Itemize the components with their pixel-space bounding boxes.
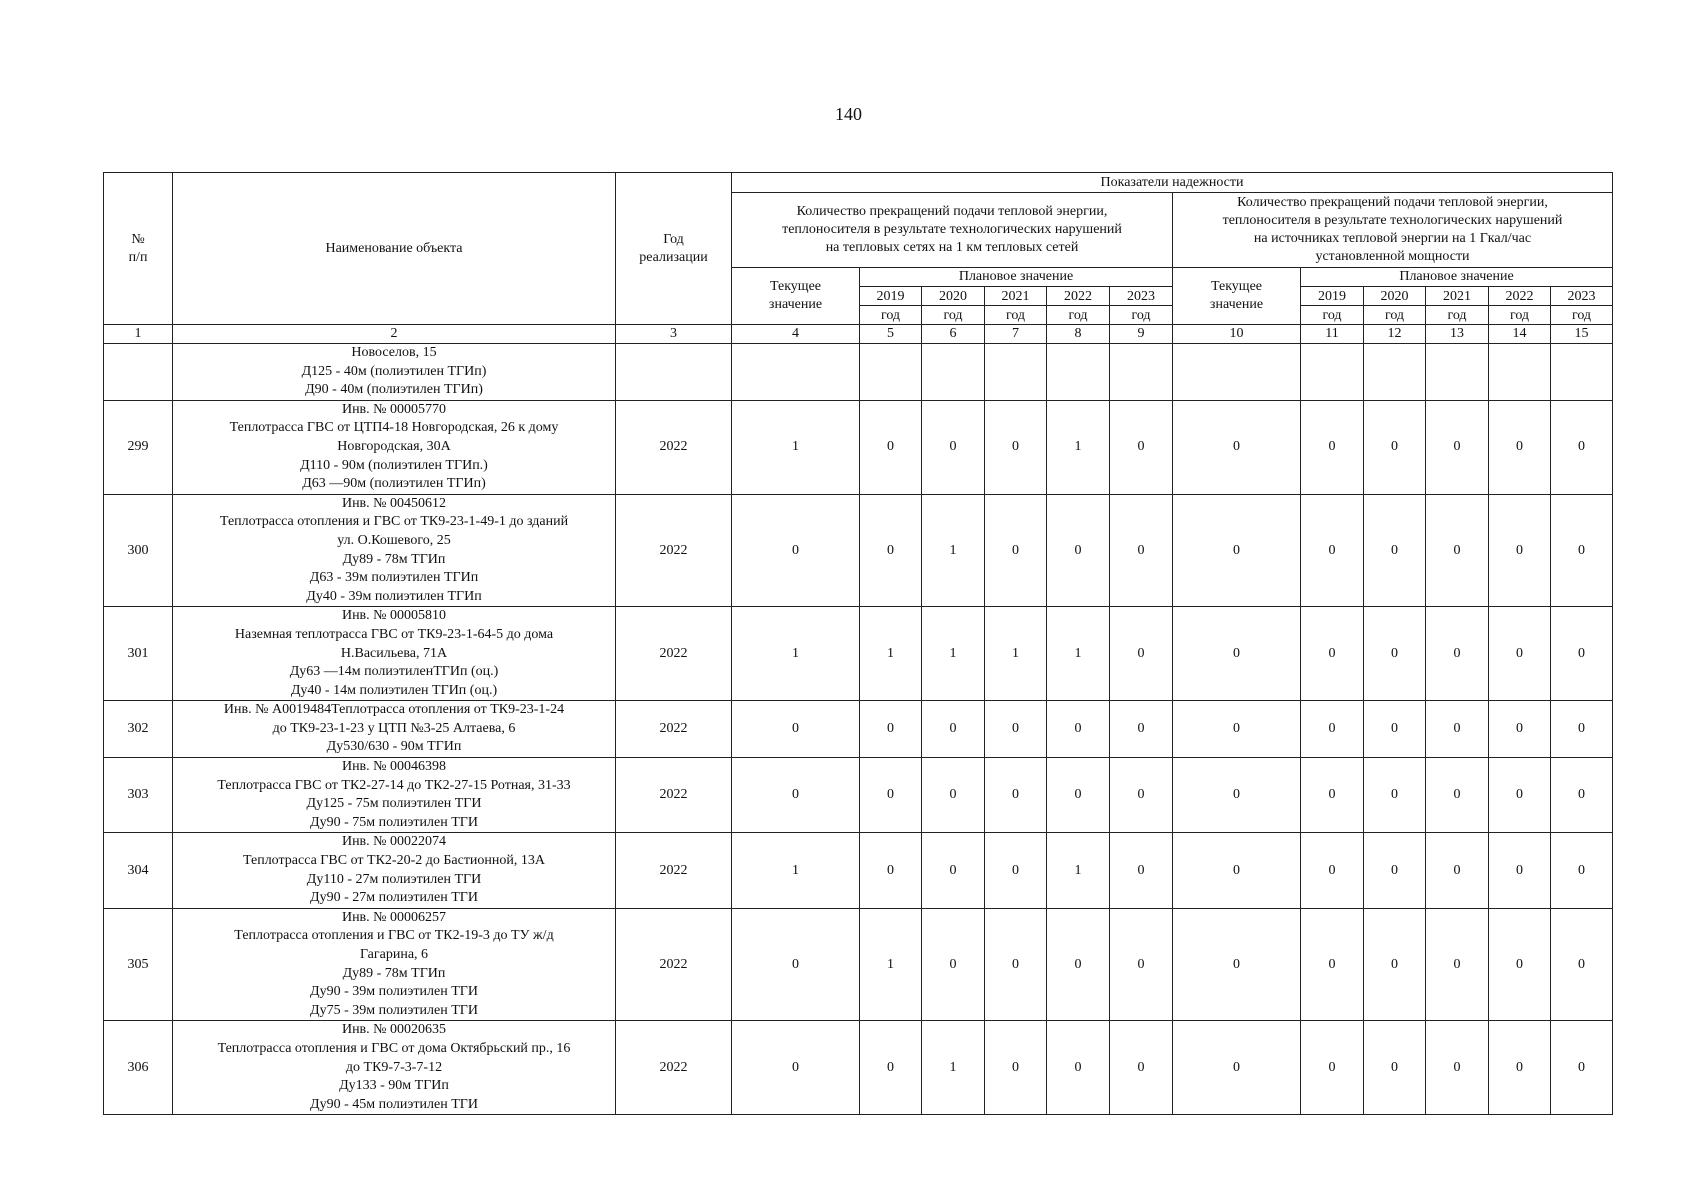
object-name-line: Инв. № 00022074 [341, 834, 447, 850]
indicator-value: 0 [1489, 400, 1551, 494]
indicator-value: 0 [985, 494, 1047, 607]
header-current-line: значение [768, 297, 823, 312]
indicator-value: 0 [1301, 400, 1364, 494]
object-name-line: Д125 - 40м (полиэтилен ТГИп) [301, 363, 487, 379]
reliability-indicators-table [103, 172, 1613, 1115]
indicator-value: 0 [1301, 758, 1364, 833]
indicator-value [1364, 344, 1426, 401]
header-num-line: п/п [128, 249, 148, 265]
indicator-value: 0 [860, 701, 922, 758]
object-name-line: Ду90 - 27м полиэтилен ТГИ [310, 890, 478, 906]
indicator-value: 0 [1489, 607, 1551, 701]
object-name [173, 344, 616, 401]
header-year-2020: 2020 [922, 287, 985, 306]
object-name-line: Теплотрасса отопления и ГВС от дома Октябрьский пр., 16 [217, 1040, 571, 1056]
object-name-line: Н.Васильева, 71А [340, 645, 448, 661]
object-name-line: Инв. № 00020635 [341, 1022, 447, 1038]
header-current-line: Текущее [1210, 279, 1263, 294]
row-number: 300 [104, 494, 173, 607]
implementation-year: 2022 [616, 607, 732, 701]
header-group-line: на тепловых сетях на 1 км тепловых сетей [825, 240, 1079, 255]
indicator-value: 0 [1489, 833, 1551, 908]
header-year-2021: 2021 [985, 287, 1047, 306]
table-row [104, 833, 1613, 908]
object-name [173, 400, 616, 494]
implementation-year: 2022 [616, 1021, 732, 1115]
indicator-value: 1 [1047, 400, 1110, 494]
header-year-2023: 2023 [1551, 287, 1613, 306]
indicator-value: 0 [985, 908, 1047, 1021]
indicator-value: 0 [1110, 400, 1173, 494]
header-year-2019: 2019 [1301, 287, 1364, 306]
object-name-line: Д110 - 90м (полиэтилен ТГИп.) [300, 457, 488, 473]
header-god: год [1551, 306, 1613, 325]
object-name-line: ул. О.Кошевого, 25 [337, 532, 451, 548]
indicator-value: 0 [1301, 701, 1364, 758]
header-year-2022: 2022 [1047, 287, 1110, 306]
header-year [616, 173, 732, 325]
indicator-value: 0 [1489, 494, 1551, 607]
indicator-value: 0 [1551, 494, 1613, 607]
indicator-value: 0 [1173, 908, 1301, 1021]
indicator-value: 0 [1426, 908, 1489, 1021]
header-god: год [1047, 306, 1110, 325]
column-index: 10 [1173, 325, 1301, 344]
indicator-value: 0 [1110, 758, 1173, 833]
indicator-value: 0 [1551, 400, 1613, 494]
indicator-value: 0 [1551, 908, 1613, 1021]
indicator-value: 0 [1426, 701, 1489, 758]
indicator-value: 1 [922, 1021, 985, 1115]
object-name-line: Теплотрасса ГВС от ТК2-27-14 до ТК2-27-15 Ротная, 31-33 [217, 777, 571, 793]
object-name [173, 494, 616, 607]
object-name-line: Ду89 - 78м ТГИп [342, 965, 446, 981]
indicator-value: 0 [1426, 1021, 1489, 1115]
indicator-value: 1 [732, 400, 860, 494]
header-year-2022: 2022 [1489, 287, 1551, 306]
indicator-value: 0 [1364, 908, 1426, 1021]
indicator-value: 0 [1110, 701, 1173, 758]
header-current-line: значение [1209, 297, 1264, 312]
object-name-line: Новгородская, 30А [337, 438, 451, 454]
indicator-value: 0 [860, 400, 922, 494]
indicator-value: 0 [922, 908, 985, 1021]
implementation-year: 2022 [616, 701, 732, 758]
object-name-line: Ду530/630 - 90м ТГИп [326, 739, 462, 755]
page-number: 140 [835, 104, 862, 124]
indicator-value: 0 [1364, 1021, 1426, 1115]
object-name-line: Теплотрасса ГВС от ТК2-20-2 до Бастионной, 13А [242, 853, 546, 869]
header-god: год [1426, 306, 1489, 325]
implementation-year: 2022 [616, 758, 732, 833]
indicator-value [1047, 344, 1110, 401]
column-index: 1 [104, 325, 173, 344]
indicator-value: 0 [1301, 494, 1364, 607]
indicator-value: 0 [1110, 1021, 1173, 1115]
column-index: 11 [1301, 325, 1364, 344]
header-num [104, 173, 173, 325]
indicator-value: 1 [1047, 833, 1110, 908]
row-number: 303 [104, 758, 173, 833]
indicator-value: 0 [1047, 758, 1110, 833]
indicator-value: 0 [1426, 400, 1489, 494]
indicator-value: 0 [1047, 1021, 1110, 1115]
indicator-value: 0 [1551, 833, 1613, 908]
header-num-line: № [131, 231, 145, 247]
indicator-value: 0 [1426, 833, 1489, 908]
column-index: 7 [985, 325, 1047, 344]
header-group-line: Количество прекращений подачи тепловой энергии, [1237, 195, 1548, 210]
object-name [173, 1021, 616, 1115]
object-name-line: Инв. № 00005810 [341, 608, 447, 624]
indicator-value: 0 [985, 833, 1047, 908]
indicator-value: 0 [1110, 607, 1173, 701]
implementation-year: 2022 [616, 833, 732, 908]
header-group-sources [1173, 193, 1613, 268]
row-number: 304 [104, 833, 173, 908]
header-group-line: на источниках тепловой энергии на 1 Гкал/час [1253, 231, 1532, 246]
object-name-line: Д90 - 40м (полиэтилен ТГИп) [305, 382, 483, 398]
indicator-value: 0 [1489, 758, 1551, 833]
indicator-value: 0 [985, 758, 1047, 833]
row-number: 306 [104, 1021, 173, 1115]
indicator-value: 0 [1173, 701, 1301, 758]
table-header [104, 173, 1613, 344]
object-name-line: Инв. № 00006257 [341, 909, 447, 925]
header-group-networks [732, 193, 1173, 268]
indicator-value: 0 [1301, 1021, 1364, 1115]
column-index-row [104, 325, 1613, 344]
header-god: год [922, 306, 985, 325]
header-current-2 [1173, 268, 1301, 325]
header-group-line: Количество прекращений подачи тепловой энергии, [796, 204, 1108, 219]
object-name-line: Ду40 - 39м полиэтилен ТГИп [306, 588, 482, 604]
header-current-1 [732, 268, 860, 325]
column-index: 2 [173, 325, 616, 344]
object-name [173, 833, 616, 908]
indicator-value: 0 [922, 400, 985, 494]
header-year-line: реализации [639, 249, 708, 265]
indicator-value: 0 [1364, 607, 1426, 701]
column-index: 13 [1426, 325, 1489, 344]
row-number: 299 [104, 400, 173, 494]
header-planned-2: Плановое значение [1301, 268, 1613, 287]
indicator-value: 1 [922, 607, 985, 701]
object-name-line: Теплотрасса отопления и ГВС от ТК2-19-3 до ТУ ж/д [234, 928, 554, 944]
header-name: Наименование объекта [173, 173, 616, 325]
table-row [104, 494, 1613, 607]
indicator-value: 0 [732, 908, 860, 1021]
indicator-value [1426, 344, 1489, 401]
column-index: 12 [1364, 325, 1426, 344]
object-name [173, 908, 616, 1021]
indicator-value [1301, 344, 1364, 401]
object-name-line: Д63 —90м (полиэтилен ТГИп) [302, 476, 486, 492]
indicator-value: 0 [985, 701, 1047, 758]
indicator-value: 0 [1110, 908, 1173, 1021]
indicator-value: 0 [1173, 833, 1301, 908]
column-index: 3 [616, 325, 732, 344]
column-index: 6 [922, 325, 985, 344]
object-name-line: Инв. № 00005770 [341, 401, 447, 417]
object-name-line: Ду75 - 39м полиэтилен ТГИ [310, 1002, 478, 1018]
table-row [104, 400, 1613, 494]
object-name [173, 607, 616, 701]
header-god: год [1489, 306, 1551, 325]
object-name-line: Гагарина, 6 [359, 947, 429, 962]
indicator-value [1173, 344, 1301, 401]
indicator-value: 0 [1110, 494, 1173, 607]
indicator-value: 0 [1301, 833, 1364, 908]
header-year-2020: 2020 [1364, 287, 1426, 306]
indicator-value: 1 [985, 607, 1047, 701]
object-name-line: Ду110 - 27м полиэтилен ТГИ [306, 871, 482, 887]
indicator-value: 0 [860, 494, 922, 607]
indicator-value [985, 344, 1047, 401]
indicator-value: 0 [1426, 494, 1489, 607]
indicator-value: 1 [860, 908, 922, 1021]
header-god: год [1301, 306, 1364, 325]
indicator-value: 0 [860, 758, 922, 833]
indicator-value: 0 [1173, 607, 1301, 701]
object-name-line: Новоселов, 15 [351, 345, 437, 360]
indicator-value: 0 [1301, 607, 1364, 701]
indicator-value: 0 [1364, 701, 1426, 758]
header-god: год [985, 306, 1047, 325]
object-name-line: Теплотрасса ГВС от ЦТП4-18 Новгородская, 26 к дому [229, 420, 559, 436]
table-row [104, 758, 1613, 833]
table-row [104, 344, 1613, 401]
indicator-value: 0 [985, 1021, 1047, 1115]
header-god: год [1110, 306, 1173, 325]
indicator-value: 0 [732, 1021, 860, 1115]
indicator-value: 0 [1301, 908, 1364, 1021]
object-name-line: Ду90 - 39м полиэтилен ТГИ [310, 984, 478, 1000]
object-name [173, 758, 616, 833]
indicator-value: 0 [1364, 833, 1426, 908]
object-name-line: Ду40 - 14м полиэтилен ТГИп (оц.) [290, 682, 498, 698]
indicator-value: 0 [1173, 400, 1301, 494]
implementation-year [616, 344, 732, 401]
header-current-line: Текущее [769, 279, 822, 294]
indicator-value [922, 344, 985, 401]
column-index: 4 [732, 325, 860, 344]
object-name-line: Ду63 —14м полиэтиленТГИп (оц.) [289, 664, 499, 680]
table-row [104, 607, 1613, 701]
indicator-value: 1 [732, 833, 860, 908]
row-number: 301 [104, 607, 173, 701]
indicator-value: 0 [860, 1021, 922, 1115]
header-year-line: Год [663, 231, 684, 247]
indicator-value: 0 [732, 494, 860, 607]
column-index: 8 [1047, 325, 1110, 344]
object-name-line: Инв. № 00046398 [341, 759, 447, 775]
header-year-2023: 2023 [1110, 287, 1173, 306]
object-name-line: Ду90 - 75м полиэтилен ТГИ [310, 814, 478, 830]
header-god: год [1364, 306, 1426, 325]
indicator-value: 0 [1173, 1021, 1301, 1115]
indicator-value: 0 [1489, 908, 1551, 1021]
header-year-2021: 2021 [1426, 287, 1489, 306]
indicator-value: 0 [1551, 701, 1613, 758]
indicator-value: 1 [860, 607, 922, 701]
implementation-year: 2022 [616, 400, 732, 494]
table-row [104, 1021, 1613, 1115]
header-year-2019: 2019 [860, 287, 922, 306]
object-name-line: Инв. № 00450612 [341, 495, 447, 511]
table-row [104, 908, 1613, 1021]
column-index: 5 [860, 325, 922, 344]
indicator-value: 0 [1551, 607, 1613, 701]
indicator-value: 0 [1551, 758, 1613, 833]
object-name-line: Ду90 - 45м полиэтилен ТГИ [310, 1096, 478, 1112]
row-number: 305 [104, 908, 173, 1021]
indicator-value: 0 [922, 833, 985, 908]
indicator-value: 0 [1047, 908, 1110, 1021]
object-name-line: до ТК9-7-3-7-12 [345, 1059, 443, 1075]
column-index: 9 [1110, 325, 1173, 344]
indicator-value: 0 [1426, 758, 1489, 833]
indicator-value [732, 344, 860, 401]
column-index: 15 [1551, 325, 1613, 344]
object-name-line: Теплотрасса отопления и ГВС от ТК9-23-1-49-1 до зданий [219, 514, 569, 530]
implementation-year: 2022 [616, 908, 732, 1021]
column-index: 14 [1489, 325, 1551, 344]
object-name-line: Наземная теплотрасса ГВС от ТК9-23-1-64-5 до дома [234, 626, 554, 642]
row-number [104, 344, 173, 401]
object-name-line: Ду133 - 90м ТГИп [339, 1078, 449, 1094]
indicator-value: 0 [1047, 494, 1110, 607]
indicator-value: 0 [1047, 701, 1110, 758]
indicator-value: 0 [1110, 833, 1173, 908]
indicator-value: 1 [1047, 607, 1110, 701]
indicator-value: 0 [1489, 1021, 1551, 1115]
object-name [173, 701, 616, 758]
indicator-value: 0 [732, 758, 860, 833]
header-planned-1: Плановое значение [860, 268, 1173, 287]
header-group-line: установленной мощности [1315, 249, 1470, 264]
indicator-value: 0 [1173, 494, 1301, 607]
indicator-value: 0 [732, 701, 860, 758]
object-name-line: Инв. № А0019484Теплотрасса отопления от ТК9-23-1-24 [223, 702, 565, 718]
indicator-value [1489, 344, 1551, 401]
indicator-value: 0 [1364, 400, 1426, 494]
indicator-value: 0 [985, 400, 1047, 494]
header-indicators: Показатели надежности [732, 173, 1613, 193]
object-name-line: до ТК9-23-1-23 у ЦТП №3-25 Алтаева, 6 [272, 720, 516, 736]
indicator-value: 0 [1551, 1021, 1613, 1115]
indicator-value: 0 [922, 758, 985, 833]
object-name-line: Д63 - 39м полиэтилен ТГИп [309, 570, 479, 586]
indicator-value [1551, 344, 1613, 401]
indicator-value: 0 [1426, 607, 1489, 701]
indicator-value: 0 [860, 833, 922, 908]
table-body [104, 344, 1613, 1115]
indicator-value: 0 [1364, 758, 1426, 833]
header-god: год [860, 306, 922, 325]
indicator-value: 1 [732, 607, 860, 701]
object-name-line: Ду89 - 78м ТГИп [342, 551, 446, 567]
indicator-value: 0 [1364, 494, 1426, 607]
indicator-value [1110, 344, 1173, 401]
object-name-line: Ду125 - 75м полиэтилен ТГИ [306, 796, 482, 812]
indicator-value: 0 [922, 701, 985, 758]
indicator-value: 0 [1489, 701, 1551, 758]
header-group-line: теплоносителя в результате технологических нарушений [782, 222, 1122, 237]
indicator-value [860, 344, 922, 401]
indicator-value: 1 [922, 494, 985, 607]
header-group-line: теплоносителя в результате технологических нарушений [1222, 213, 1563, 228]
indicator-value: 0 [1173, 758, 1301, 833]
row-number: 302 [104, 701, 173, 758]
table-row [104, 701, 1613, 758]
implementation-year: 2022 [616, 494, 732, 607]
